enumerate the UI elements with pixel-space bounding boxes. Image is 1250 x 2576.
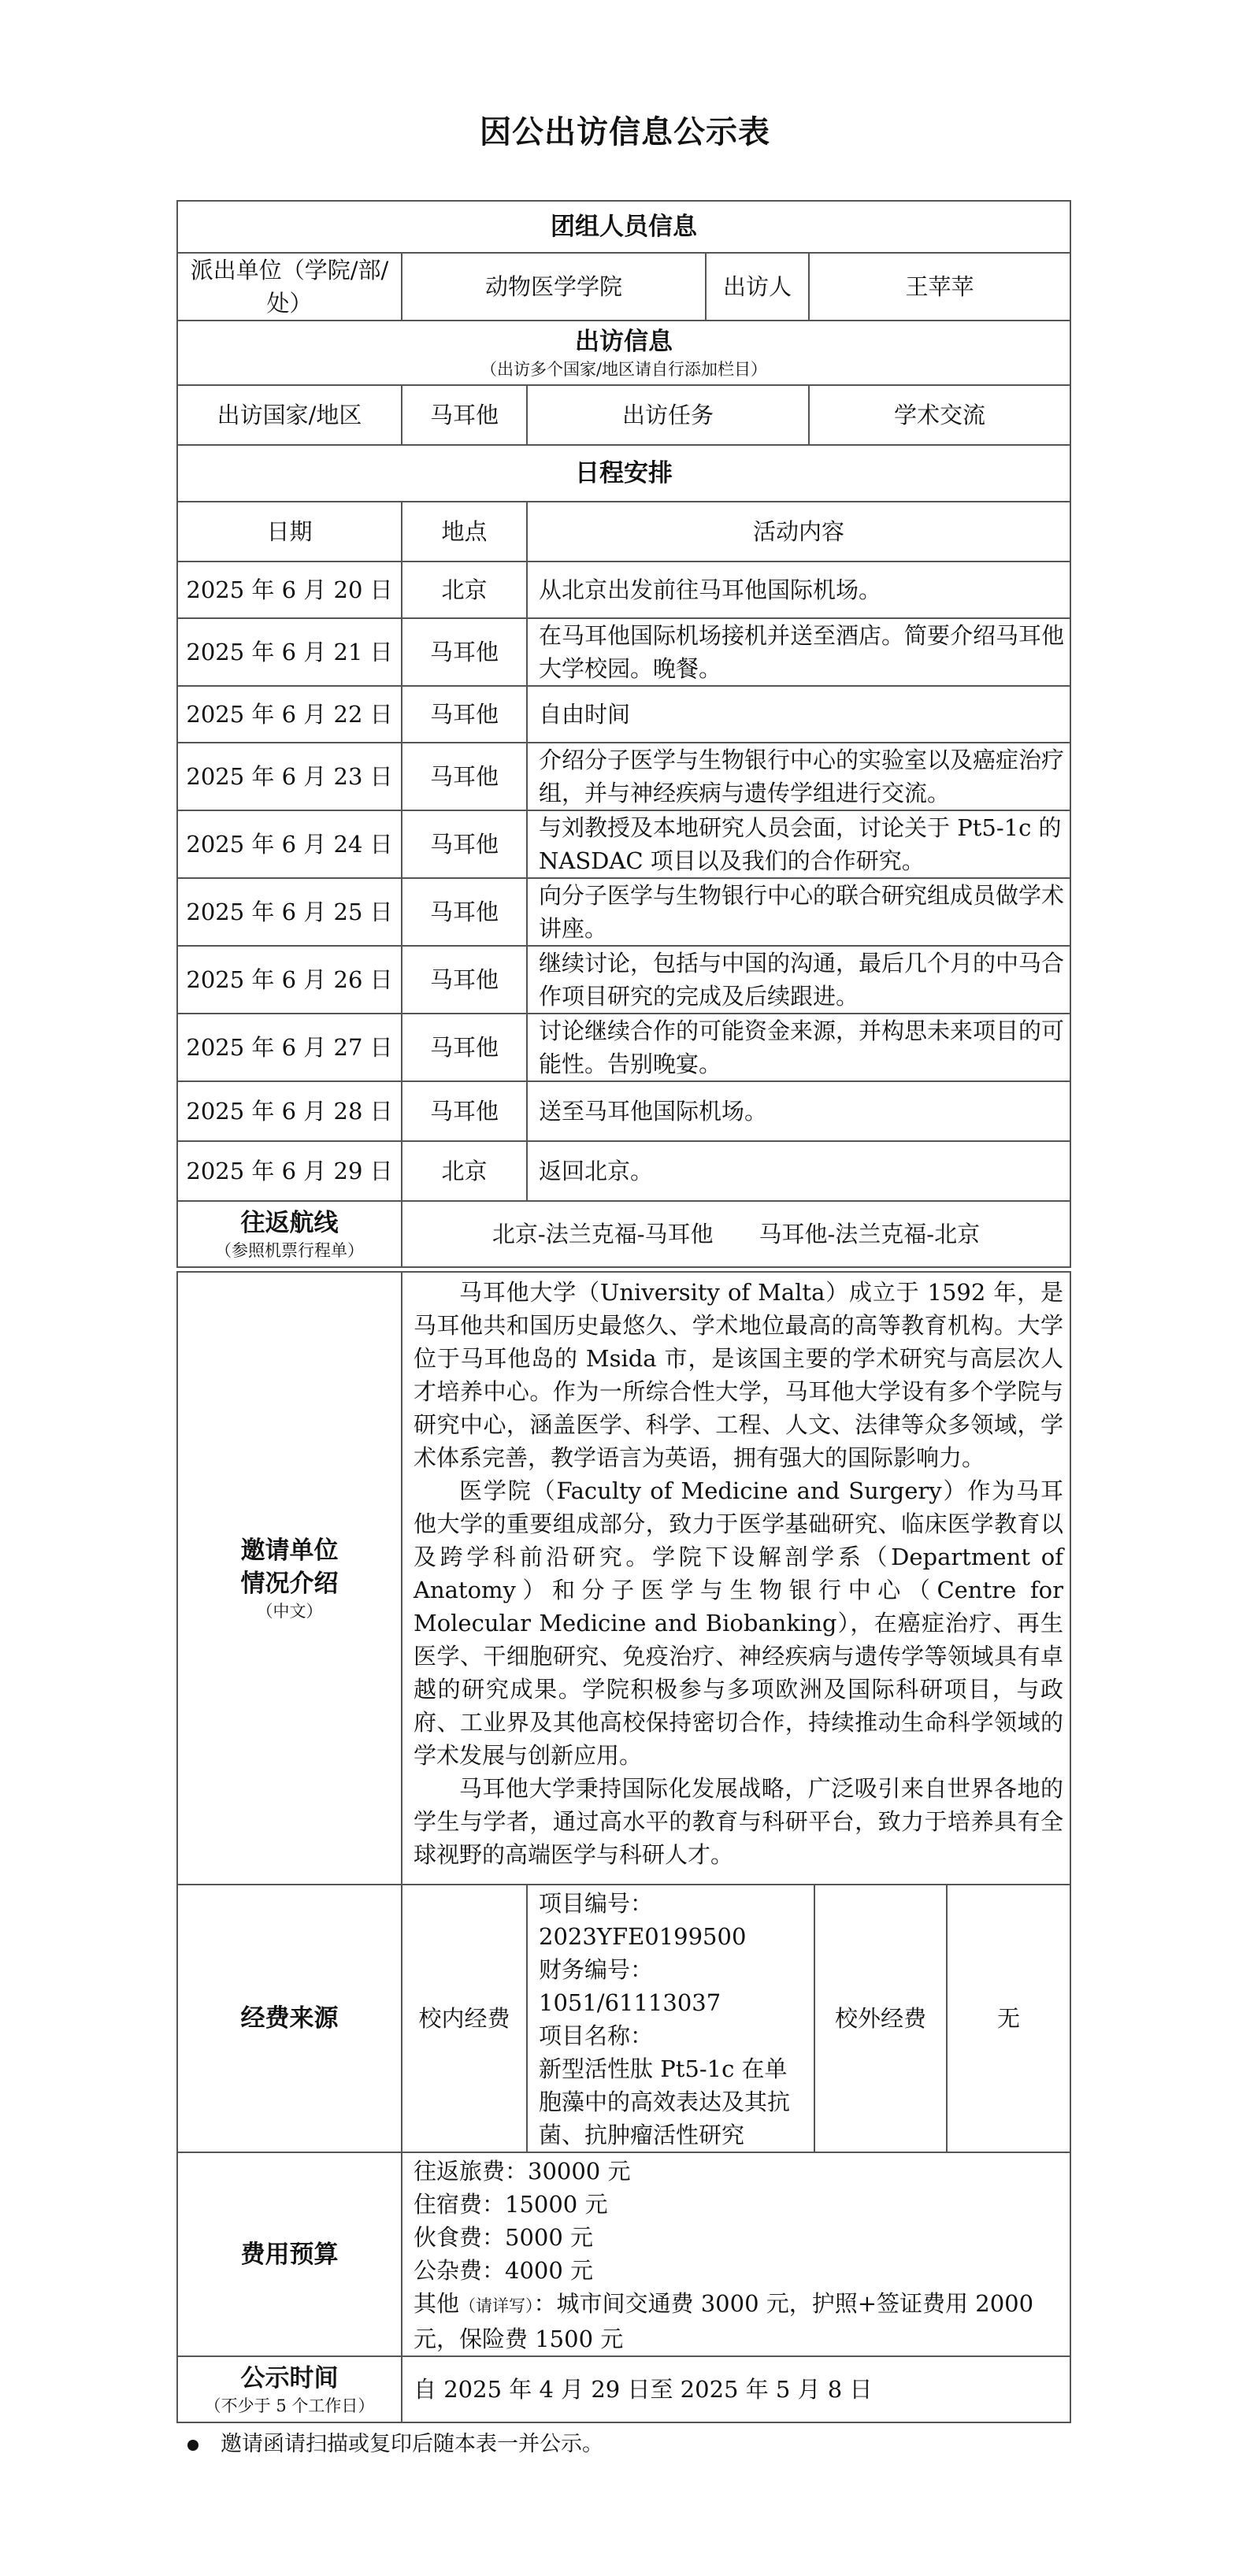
funding-label: 经费来源 [177,1885,402,2152]
schedule-date: 2025 年 6 月 20 日 [177,562,402,618]
country-label: 出访国家/地区 [177,385,402,445]
schedule-activity: 继续讨论，包括与中国的沟通，最后几个月的中马合作项目研究的完成及后续跟进。 [527,946,1070,1014]
person-value: 王苹苹 [809,253,1070,321]
schedule-section-header: 日程安排 [177,445,1070,502]
schedule-place: 马耳他 [402,1081,527,1141]
visit-section-header [177,321,1070,385]
schedule-activity: 与刘教授及本地研究人员会面，讨论关于 Pt5-1c 的 NASDAC 项目以及我们的合作研究。 [527,810,1070,878]
schedule-header-place: 地点 [402,502,527,562]
unit-label: 派出单位（学院/部/处） [177,253,402,321]
intro-paragraph: 马耳他大学（University of Malta）成立于 1592 年，是马耳他共和国历史最悠久、学术地位最高的高等教育机构。大学位于马耳他岛的 Msida 市，是该国主要的学术研究与高层次人才培养中心。作为一所综合性大学，马耳他大学设有多个学院与研究中心，涵盖医学、科学、工程、人文、法律等众多领域，学术体系完善，教学语言为英语，拥有强大的国际影响力。 [414,1279,1063,1471]
footnote-text: 邀请函请扫描或复印后随本表一并公示。 [221,2432,603,2456]
schedule-date: 2025 年 6 月 22 日 [177,686,402,743]
intro-content [402,1272,1070,1885]
schedule-date: 2025 年 6 月 23 日 [177,743,402,810]
schedule-rows [177,562,1070,1201]
schedule-row [177,1081,1070,1141]
budget-label: 费用预算 [177,2152,402,2356]
schedule-activity: 在马耳他国际机场接机并送至酒店。简要介绍马耳他大学校园。晚餐。 [527,618,1070,686]
footnote [187,2429,603,2460]
budget-misc: 公杂费：4000 元 [414,2257,594,2284]
visit-section-title: 出访信息 [575,328,673,356]
intro-label-line2: 情况介绍 [240,1570,339,1598]
schedule-row [177,686,1070,743]
notice-value: 自 2025 年 4 月 29 日至 2025 年 5 月 8 日 [402,2356,1070,2422]
funding-line: 1051/61113037 [539,1989,721,2016]
info-table [176,200,1071,1268]
task-value: 学术交流 [809,385,1070,445]
schedule-date: 2025 年 6 月 27 日 [177,1014,402,1081]
schedule-place: 马耳他 [402,946,527,1014]
route-label: 往返航线 [240,1209,339,1237]
funding-line: 项目编号： [539,1890,654,1917]
schedule-header-date: 日期 [177,502,402,562]
schedule-activity: 讨论继续合作的可能资金来源，并构思未来项目的可能性。告别晚宴。 [527,1014,1070,1081]
funding-line: 财务编号： [539,1956,654,1983]
schedule-row [177,810,1070,878]
schedule-row [177,1014,1070,1081]
schedule-place: 马耳他 [402,810,527,878]
schedule-place: 马耳他 [402,878,527,946]
schedule-place: 北京 [402,1141,527,1201]
intro-label-line1: 邀请单位 [240,1536,339,1565]
country-value: 马耳他 [402,385,527,445]
route-note: （参照机票行程单） [215,1241,364,1260]
schedule-place: 马耳他 [402,743,527,810]
intro-paragraph: 马耳他大学秉持国际化发展战略，广泛吸引来自世界各地的学生与学者，通过高水平的教育与科研平台，致力于培养具有全球视野的高端医学与科研人才。 [414,1775,1063,1868]
schedule-row [177,946,1070,1014]
budget-other-text: ：城市间交通费 3000 元，护照+签证费用 2000 元，保险费 1500 元 [414,2290,1034,2352]
funding-internal-details [527,1885,814,2152]
budget-other [414,2287,1065,2355]
schedule-date: 2025 年 6 月 25 日 [177,878,402,946]
notice-note: （不少于 5 个工作日） [204,2396,375,2415]
schedule-place: 北京 [402,562,527,618]
schedule-row [177,878,1070,946]
unit-value: 动物医学学院 [402,253,706,321]
schedule-date: 2025 年 6 月 28 日 [177,1081,402,1141]
budget-travel: 往返旅费：30000 元 [414,2158,631,2185]
funding-internal-label: 校内经费 [402,1885,527,2152]
schedule-activity: 向分子医学与生物银行中心的联合研究组成员做学术讲座。 [527,878,1070,946]
schedule-date: 2025 年 6 月 29 日 [177,1141,402,1201]
schedule-row [177,743,1070,810]
detail-table [176,1271,1071,2423]
funding-external-value: 无 [947,1885,1070,2152]
budget-details [402,2152,1070,2356]
intro-note: （中文） [256,1602,323,1621]
schedule-row [177,1141,1070,1201]
funding-line: 项目名称： [539,2022,654,2049]
budget-other-note: （请详写） [459,2296,534,2315]
schedule-place: 马耳他 [402,1014,527,1081]
funding-line: 新型活性肽 Pt5-1c 在单胞藻中的高效表达及其抗菌、抗肿瘤活性研究 [539,2055,791,2148]
schedule-activity: 自由时间 [527,686,1070,743]
funding-external-label: 校外经费 [814,1885,947,2152]
visit-section-note: （出访多个国家/地区请自行添加栏目） [480,360,768,379]
team-section-header: 团组人员信息 [177,201,1070,253]
schedule-activity: 介绍分子医学与生物银行中心的实验室以及癌症治疗组，并与神经疾病与遗传学组进行交流。 [527,743,1070,810]
schedule-date: 2025 年 6 月 24 日 [177,810,402,878]
schedule-activity: 返回北京。 [527,1141,1070,1201]
schedule-row [177,618,1070,686]
schedule-activity: 送至马耳他国际机场。 [527,1081,1070,1141]
budget-other-prefix: 其他 [414,2290,460,2317]
route-value: 北京-法兰克福-马耳他 马耳他-法兰克福-北京 [402,1201,1070,1267]
schedule-header-activity: 活动内容 [527,502,1070,562]
intro-paragraph: 医学院（Faculty of Medicine and Surgery）作为马耳他大学的重要组成部分，致力于医学基础研究、临床医学教育以及跨学科前沿研究。学院下设解剖学系（Department of Anatomy）和分子医学与生物银行中心（Centre for Molecular Medicine and Biobanking），在癌症治疗、再生医学、干细胞研究、免疫治疗、神经疾病与遗传学等领域具有卓越的研究成果。学院积极参与多项欧洲及国际科研项目，与政府、工业界及其他高校保持密切合作，持续推动生命科学领域的学术发展与创新应用。 [414,1477,1063,1769]
person-label: 出访人 [706,253,809,321]
funding-line: 2023YFE0199500 [539,1923,747,1950]
schedule-place: 马耳他 [402,618,527,686]
schedule-date: 2025 年 6 月 26 日 [177,946,402,1014]
budget-meals: 伙食费：5000 元 [414,2224,594,2251]
schedule-activity: 从北京出发前往马耳他国际机场。 [527,562,1070,618]
notice-label-cell [177,2356,402,2422]
route-label-cell [177,1201,402,1267]
schedule-date: 2025 年 6 月 21 日 [177,618,402,686]
schedule-place: 马耳他 [402,686,527,743]
intro-label-cell [177,1272,402,1885]
schedule-row [177,562,1070,618]
budget-lodging: 住宿费：15000 元 [414,2191,608,2218]
bullet-icon [187,2440,198,2451]
task-label: 出访任务 [527,385,809,445]
notice-label: 公示时间 [240,2364,339,2393]
page-title: 因公出访信息公示表 [480,114,770,150]
